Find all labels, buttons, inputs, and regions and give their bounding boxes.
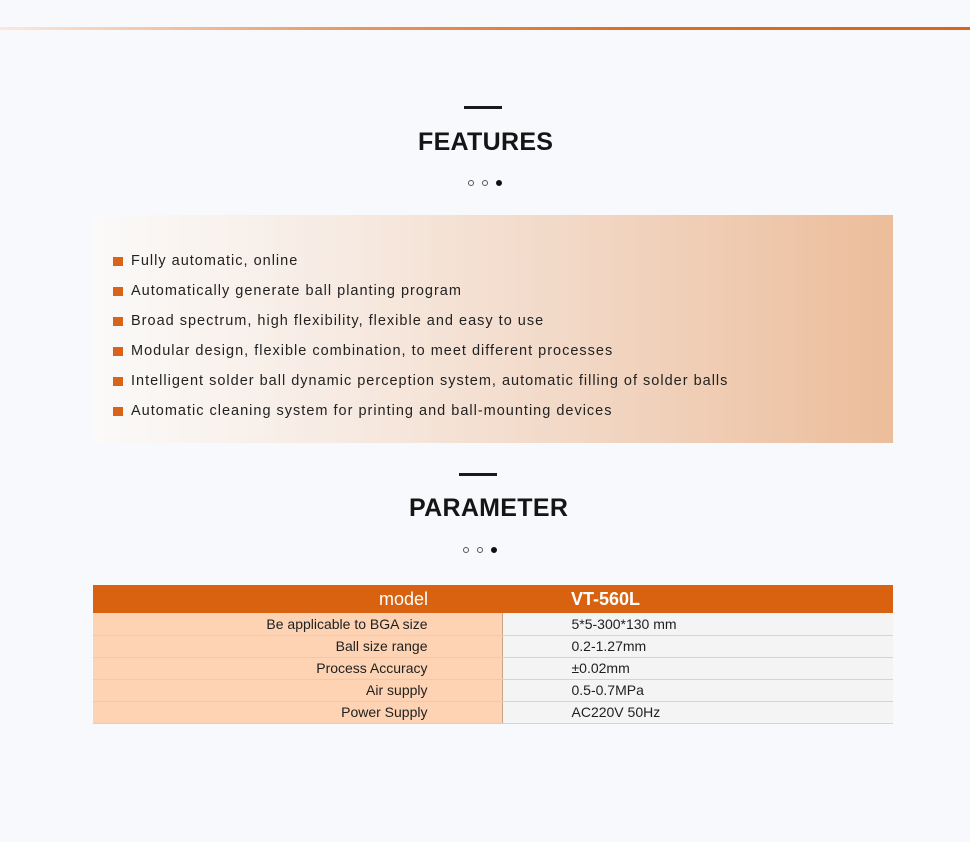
features-panel bbox=[93, 215, 893, 443]
parameter-dots bbox=[463, 547, 497, 553]
table-row bbox=[93, 701, 893, 723]
features-heading-bar bbox=[464, 106, 502, 109]
feature-item bbox=[113, 396, 728, 426]
parameter-table bbox=[93, 585, 893, 724]
row-value-cell: 0.5-0.7MPa bbox=[502, 679, 893, 701]
square-bullet-icon bbox=[113, 407, 123, 416]
square-bullet-icon bbox=[113, 257, 123, 266]
dot-2 bbox=[477, 547, 483, 553]
feature-item bbox=[113, 306, 728, 336]
feature-item bbox=[113, 246, 728, 276]
row-value-cell: 0.2-1.27mm bbox=[502, 635, 893, 657]
row-label-cell: Power Supply bbox=[93, 701, 502, 723]
parameter-title: PARAMETER bbox=[409, 494, 569, 522]
features-dots bbox=[468, 180, 502, 186]
feature-text: Automatically generate ball planting program bbox=[131, 283, 462, 299]
dot-2 bbox=[482, 180, 488, 186]
table-header-row bbox=[93, 585, 893, 613]
feature-list bbox=[113, 246, 728, 426]
table-row bbox=[93, 613, 893, 635]
feature-text: Broad spectrum, high flexibility, flexible and easy to use bbox=[131, 313, 545, 329]
feature-text: Automatic cleaning system for printing and ball-mounting devices bbox=[131, 403, 613, 419]
dot-1 bbox=[468, 180, 474, 186]
square-bullet-icon bbox=[113, 317, 123, 326]
header-value-cell: VT-560L bbox=[502, 585, 893, 613]
table-row bbox=[93, 635, 893, 657]
square-bullet-icon bbox=[113, 377, 123, 386]
header-label-cell: model bbox=[93, 585, 502, 613]
feature-item bbox=[113, 336, 728, 366]
feature-text: Intelligent solder ball dynamic perception system, automatic filling of solder balls bbox=[131, 373, 729, 389]
square-bullet-icon bbox=[113, 347, 123, 356]
features-title: FEATURES bbox=[418, 128, 554, 156]
feature-text: Fully automatic, online bbox=[131, 253, 299, 269]
row-label-cell: Air supply bbox=[93, 679, 502, 701]
row-label-cell: Ball size range bbox=[93, 635, 502, 657]
dot-1 bbox=[463, 547, 469, 553]
row-value-cell: ±0.02mm bbox=[502, 657, 893, 679]
table-row bbox=[93, 657, 893, 679]
row-label-cell: Process Accuracy bbox=[93, 657, 502, 679]
feature-text: Modular design, flexible combination, to meet different processes bbox=[131, 343, 614, 359]
table-row bbox=[93, 679, 893, 701]
feature-item bbox=[113, 276, 728, 306]
dot-3 bbox=[491, 547, 497, 553]
row-value-cell: AC220V 50Hz bbox=[502, 701, 893, 723]
dot-3 bbox=[496, 180, 502, 186]
row-value-cell: 5*5-300*130 mm bbox=[502, 613, 893, 635]
parameter-heading-bar bbox=[459, 473, 497, 476]
row-label-cell: Be applicable to BGA size bbox=[93, 613, 502, 635]
square-bullet-icon bbox=[113, 287, 123, 296]
top-accent-rule bbox=[0, 27, 970, 30]
feature-item bbox=[113, 366, 728, 396]
